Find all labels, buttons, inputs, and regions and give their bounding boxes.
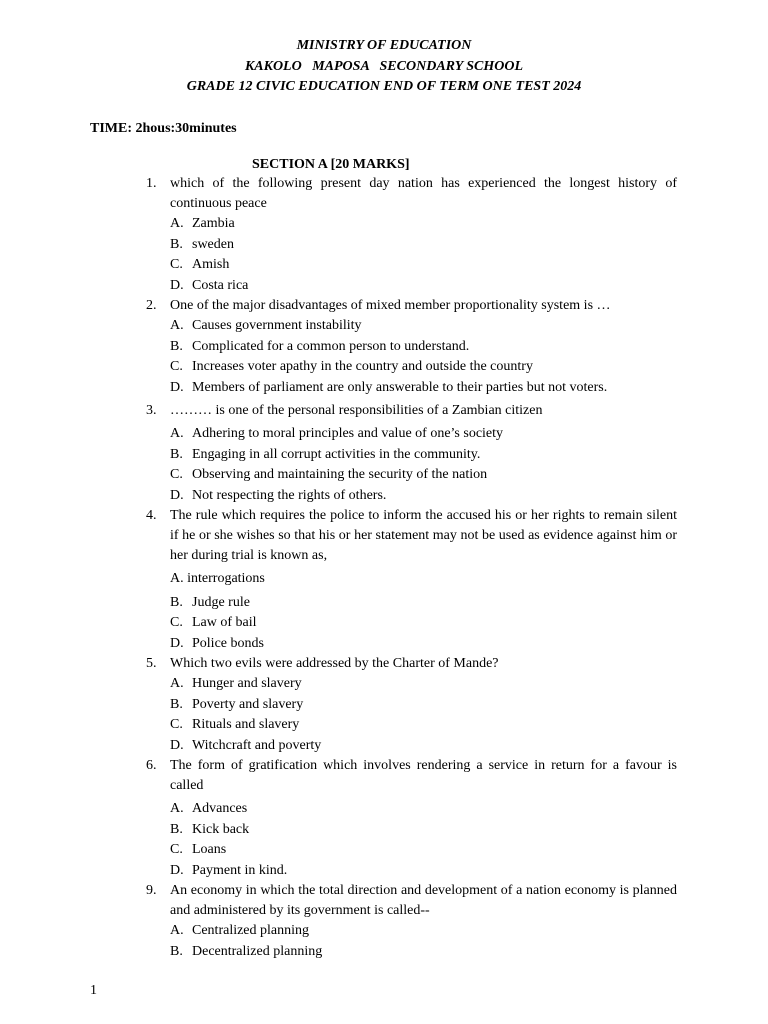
option-text: Witchcraft and poverty [192,737,322,753]
option-a [170,569,677,590]
option-text: Loans [192,842,227,857]
option-text: Engaging in all corrupt activities in the community. [192,446,481,462]
option-text: Not respecting the rights of others. [192,487,387,503]
question-3 [146,401,677,506]
option-letter: B. [170,446,183,462]
question-6 [146,756,677,881]
question-text: The rule which requires the police to inform the accused his or her rights to remain silent if he or she wishes so that his or her statement may not be used as evidence against him or her during trial is known as, [170,508,677,563]
test-title: GRADE 12 CIVIC EDUCATION END OF TERM ONE TEST 2024 [186,79,582,94]
option-a [170,316,677,337]
option-letter: B. [170,594,183,610]
option-text: Members of parliament are only answerable to their parties but not voters. [192,379,608,395]
question-number: 6. [146,758,157,773]
question-9 [146,881,677,962]
option-letter: A. [170,571,184,586]
option-text: Observing and maintaining the security of the nation [192,467,488,482]
option-letter: D. [170,277,184,293]
time-allowed: TIME: 2hous:30minutes [90,121,237,136]
option-b [170,820,677,841]
option-text: Poverty and slavery [192,696,304,712]
option-list [170,674,677,756]
option-letter: C. [170,359,183,374]
option-b [170,445,677,466]
document-header [0,36,768,98]
option-text: sweden [192,236,234,252]
option-text: Amish [192,257,230,272]
option-text: Centralized planning [192,923,310,938]
option-letter: D. [170,635,184,651]
question-number: 9. [146,883,157,898]
question-text: which of the following present day nation has experienced the longest history of continuous peace [170,176,677,211]
option-text: Decentralized planning [192,943,323,959]
option-text: Complicated for a common person to understand. [192,338,470,354]
option-text: Increases voter apathy in the country and outside the country [192,359,533,374]
option-letter: A. [170,801,184,816]
option-b [170,695,677,716]
option-list [170,569,677,654]
question-text: ……… is one of the personal responsibilities of a Zambian citizen [170,403,543,418]
option-text: Causes government instability [192,318,362,333]
option-letter: C. [170,615,183,630]
question-5 [146,654,677,756]
option-text: Adhering to moral principles and value of one’s society [192,426,504,441]
option-text: interrogations [187,571,265,586]
option-letter: B. [170,821,183,837]
option-list [170,799,677,881]
option-c [170,613,677,634]
question-number: 3. [146,403,157,418]
option-a [170,214,677,235]
question-text: One of the major disadvantages of mixed member proportionality system is … [170,298,611,313]
option-c [170,465,677,486]
option-a [170,921,677,942]
question-text: An economy in which the total direction and development of a nation economy is planned and administered by its government is called-- [170,883,677,918]
question-number: 1. [146,176,157,191]
option-letter: C. [170,842,183,857]
option-text: Police bonds [192,635,264,651]
option-text: Judge rule [192,594,250,610]
option-d [170,486,677,507]
option-list [170,214,677,296]
option-letter: D. [170,737,184,753]
question-number: 2. [146,298,157,313]
option-a [170,424,677,445]
option-d [170,276,677,297]
question-text: Which two evils were addressed by the Charter of Mande? [170,656,499,671]
option-text: Rituals and slavery [192,717,300,732]
question-1 [146,174,677,296]
option-letter: B. [170,943,183,959]
option-letter: A. [170,318,184,333]
option-b [170,593,677,614]
option-letter: C. [170,467,183,482]
question-number: 5. [146,656,157,671]
option-text: Payment in kind. [192,862,288,878]
option-letter: D. [170,487,184,503]
option-letter: B. [170,338,183,354]
option-text: Law of bail [192,615,257,630]
section-heading: SECTION A [20 MARKS] [252,157,410,172]
option-a [170,799,677,820]
question-text: The form of gratification which involves rendering a service in return for a favour is called [170,758,677,793]
option-letter: D. [170,862,184,878]
option-d [170,378,677,399]
option-d [170,736,677,757]
option-a [170,674,677,695]
page-number: 1 [90,983,97,998]
option-text: Hunger and slavery [192,676,302,691]
option-letter: C. [170,257,183,272]
question-number: 4. [146,508,157,523]
option-c [170,357,677,378]
option-b [170,337,677,358]
option-letter: A. [170,923,184,938]
option-letter: A. [170,426,184,441]
option-c [170,715,677,736]
option-d [170,861,677,882]
option-b [170,942,677,963]
option-text: Advances [192,801,248,816]
question-2 [146,296,677,398]
option-text: Zambia [192,216,235,231]
school-name: KAKOLO MAPOSA SECONDARY SCHOOL [244,58,524,74]
option-letter: A. [170,216,184,231]
option-letter: B. [170,696,183,712]
option-list [170,424,677,506]
option-c [170,840,677,861]
question-4 [146,506,677,654]
question-list [146,174,677,962]
option-text: Kick back [192,821,250,837]
option-letter: B. [170,236,183,252]
option-list [170,316,677,398]
option-text: Costa rica [192,277,249,293]
ministry-title: MINISTRY OF EDUCATION [296,38,472,53]
option-d [170,634,677,655]
option-letter: A. [170,676,184,691]
option-list [170,921,677,962]
option-c [170,255,677,276]
option-letter: D. [170,379,184,395]
option-letter: C. [170,717,183,732]
option-b [170,235,677,256]
